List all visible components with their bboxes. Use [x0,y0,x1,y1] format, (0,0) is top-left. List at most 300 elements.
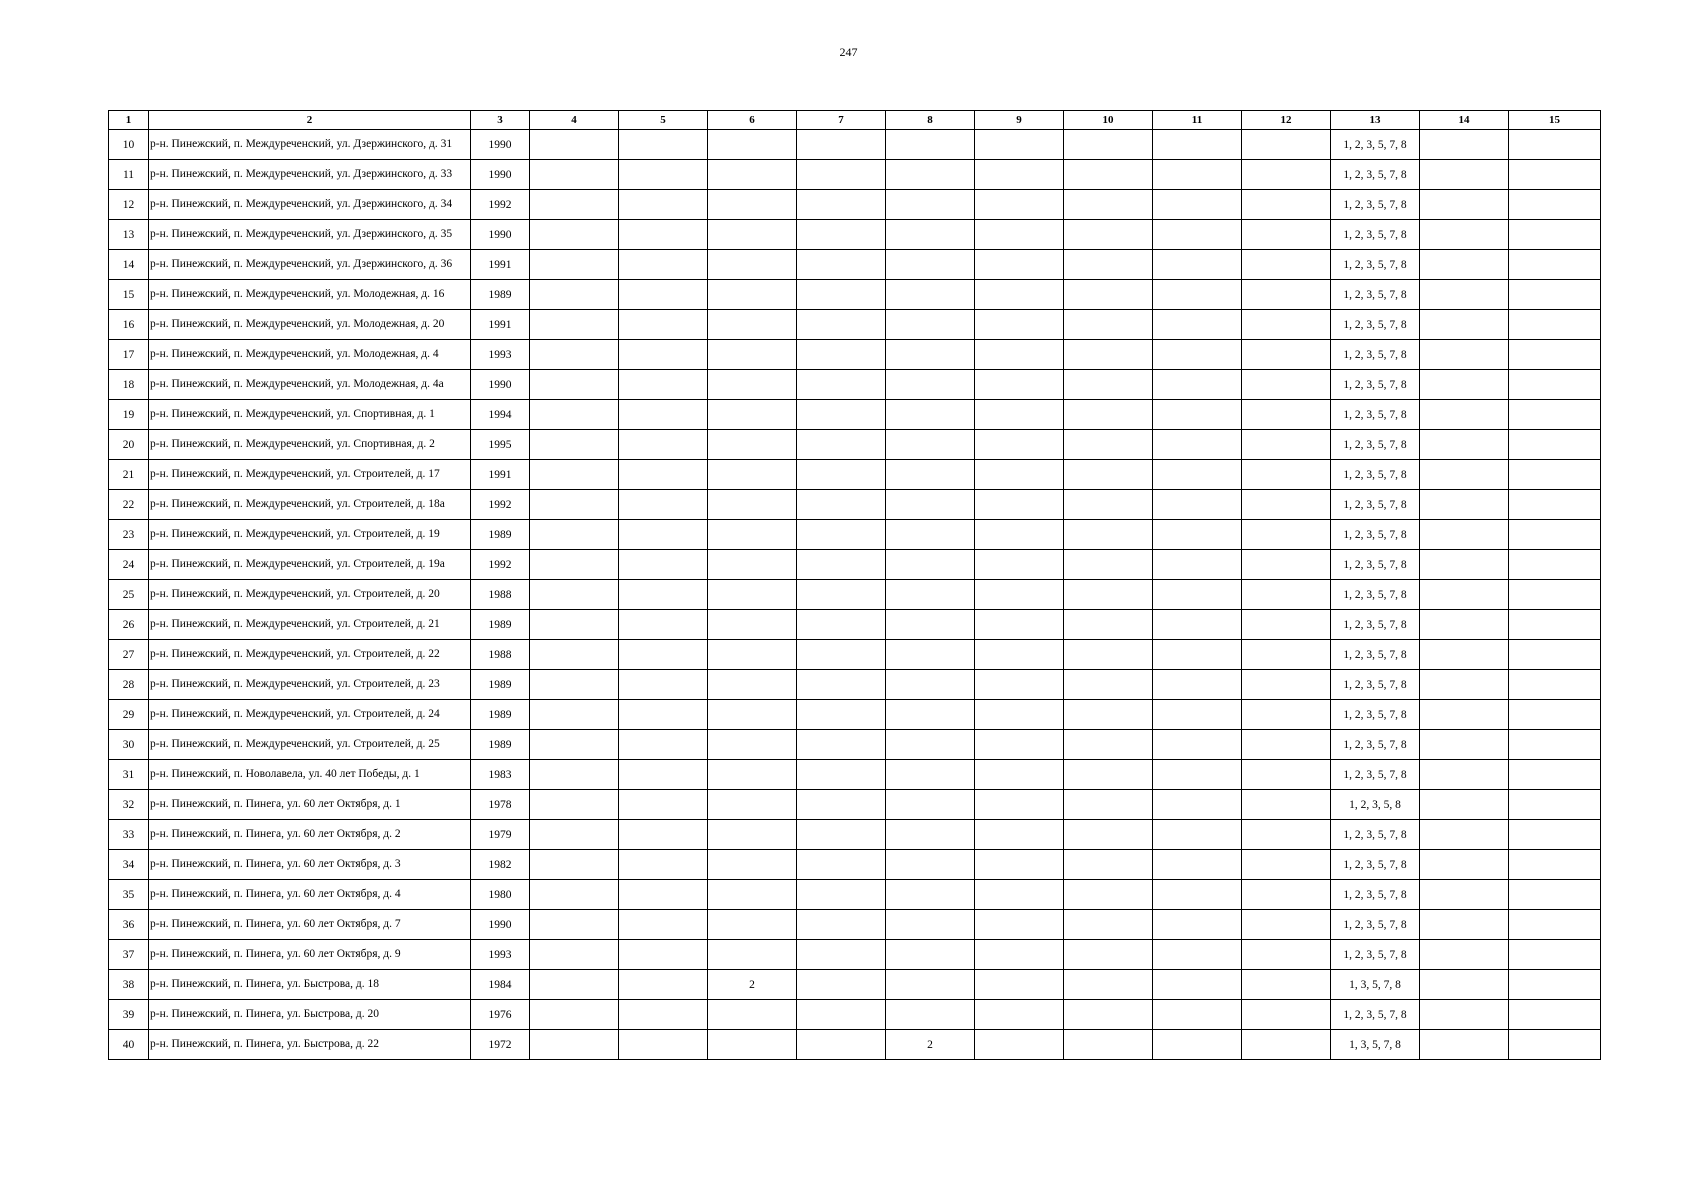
empty-cell [1509,880,1601,910]
address-cell: р-н. Пинежский, п. Междуреченский, ул. Строителей, д. 20 [149,580,471,610]
empty-cell [797,820,886,850]
empty-cell [1420,430,1509,460]
empty-cell [1064,640,1153,670]
address-cell: р-н. Пинежский, п. Пинега, ул. 60 лет Октября, д. 1 [149,790,471,820]
work-types-cell: 1, 2, 3, 5, 7, 8 [1331,250,1420,280]
empty-cell [1509,520,1601,550]
empty-cell [530,130,619,160]
empty-cell [1064,820,1153,850]
year-cell: 1990 [471,220,530,250]
empty-cell [619,400,708,430]
empty-cell [1153,580,1242,610]
table-row [109,700,1601,730]
empty-cell [975,160,1064,190]
empty-cell [1509,340,1601,370]
address-cell: р-н. Пинежский, п. Междуреченский, ул. Строителей, д. 19а [149,550,471,580]
work-types-cell: 1, 2, 3, 5, 7, 8 [1331,460,1420,490]
empty-cell [1064,190,1153,220]
empty-cell [1153,910,1242,940]
row-number: 15 [109,280,149,310]
work-types-cell: 1, 2, 3, 5, 7, 8 [1331,430,1420,460]
empty-cell [975,730,1064,760]
address-cell: р-н. Пинежский, п. Междуреченский, ул. Дзержинского, д. 33 [149,160,471,190]
table-row [109,280,1601,310]
empty-cell [1064,400,1153,430]
empty-cell [1509,220,1601,250]
address-cell: р-н. Пинежский, п. Пинега, ул. Быстрова, д. 22 [149,1030,471,1060]
empty-cell [1242,520,1331,550]
column-8-cell [886,130,975,160]
empty-cell [797,610,886,640]
empty-cell [1420,610,1509,640]
column-header-15: 15 [1509,111,1601,130]
column-6-cell [708,460,797,490]
empty-cell [797,730,886,760]
column-6-cell [708,880,797,910]
empty-cell [797,280,886,310]
table-row [109,130,1601,160]
empty-cell [1509,850,1601,880]
row-number: 38 [109,970,149,1000]
year-cell: 1995 [471,430,530,460]
empty-cell [1420,280,1509,310]
empty-cell [797,220,886,250]
table-row [109,580,1601,610]
empty-cell [530,820,619,850]
column-6-cell [708,430,797,460]
work-types-cell: 1, 2, 3, 5, 7, 8 [1331,370,1420,400]
work-types-cell: 1, 2, 3, 5, 8 [1331,790,1420,820]
table-row [109,940,1601,970]
column-8-cell [886,400,975,430]
address-cell: р-н. Пинежский, п. Междуреченский, ул. Строителей, д. 18а [149,490,471,520]
row-number: 33 [109,820,149,850]
empty-cell [1420,820,1509,850]
row-number: 25 [109,580,149,610]
year-cell: 1990 [471,370,530,400]
row-number: 10 [109,130,149,160]
work-types-cell: 1, 3, 5, 7, 8 [1331,970,1420,1000]
empty-cell [975,370,1064,400]
year-cell: 1991 [471,310,530,340]
empty-cell [530,310,619,340]
empty-cell [619,190,708,220]
empty-cell [1509,610,1601,640]
row-number: 23 [109,520,149,550]
empty-cell [975,430,1064,460]
empty-cell [619,940,708,970]
empty-cell [1064,880,1153,910]
work-types-cell: 1, 2, 3, 5, 7, 8 [1331,760,1420,790]
empty-cell [797,460,886,490]
work-types-cell: 1, 2, 3, 5, 7, 8 [1331,610,1420,640]
empty-cell [1420,970,1509,1000]
empty-cell [797,700,886,730]
column-8-cell: 2 [886,1030,975,1060]
row-number: 37 [109,940,149,970]
empty-cell [1509,730,1601,760]
empty-cell [797,910,886,940]
address-cell: р-н. Пинежский, п. Пинега, ул. 60 лет Октября, д. 7 [149,910,471,940]
address-cell: р-н. Пинежский, п. Междуреченский, ул. Спортивная, д. 1 [149,400,471,430]
empty-cell [530,1030,619,1060]
row-number: 14 [109,250,149,280]
column-8-cell [886,280,975,310]
empty-cell [619,970,708,1000]
empty-cell [619,640,708,670]
column-6-cell [708,730,797,760]
column-8-cell [886,430,975,460]
row-number: 12 [109,190,149,220]
work-types-cell: 1, 2, 3, 5, 7, 8 [1331,550,1420,580]
empty-cell [797,550,886,580]
empty-cell [975,1030,1064,1060]
column-6-cell [708,520,797,550]
column-header-12: 12 [1242,111,1331,130]
empty-cell [1509,250,1601,280]
empty-cell [1420,400,1509,430]
empty-cell [1420,460,1509,490]
empty-cell [1420,490,1509,520]
year-cell: 1990 [471,130,530,160]
column-8-cell [886,610,975,640]
empty-cell [1242,190,1331,220]
empty-cell [530,850,619,880]
table-row [109,520,1601,550]
work-types-cell: 1, 3, 5, 7, 8 [1331,1030,1420,1060]
column-8-cell [886,460,975,490]
empty-cell [1064,850,1153,880]
year-cell: 1992 [471,490,530,520]
empty-cell [619,250,708,280]
year-cell: 1993 [471,940,530,970]
address-cell: р-н. Пинежский, п. Междуреченский, ул. Дзержинского, д. 35 [149,220,471,250]
table-row [109,160,1601,190]
empty-cell [530,970,619,1000]
empty-cell [619,700,708,730]
column-6-cell [708,790,797,820]
empty-cell [1153,490,1242,520]
empty-cell [1420,760,1509,790]
empty-cell [1064,310,1153,340]
empty-cell [1153,1000,1242,1030]
column-8-cell [886,940,975,970]
empty-cell [1242,1030,1331,1060]
column-8-cell [886,970,975,1000]
empty-cell [530,220,619,250]
empty-cell [1064,220,1153,250]
column-8-cell [886,490,975,520]
empty-cell [619,220,708,250]
empty-cell [530,460,619,490]
empty-cell [1242,790,1331,820]
empty-cell [619,550,708,580]
table-row [109,760,1601,790]
empty-cell [619,910,708,940]
column-6-cell [708,850,797,880]
empty-cell [1153,430,1242,460]
empty-cell [1242,460,1331,490]
column-header-10: 10 [1064,111,1153,130]
address-cell: р-н. Пинежский, п. Новолавела, ул. 40 лет Победы, д. 1 [149,760,471,790]
column-8-cell [886,220,975,250]
empty-cell [975,640,1064,670]
empty-cell [1420,940,1509,970]
table-row [109,970,1601,1000]
empty-cell [975,460,1064,490]
empty-cell [619,760,708,790]
empty-cell [619,820,708,850]
empty-cell [975,130,1064,160]
empty-cell [1242,280,1331,310]
column-header-2: 2 [149,111,471,130]
empty-cell [1509,670,1601,700]
empty-cell [1242,910,1331,940]
empty-cell [1509,430,1601,460]
empty-cell [1153,520,1242,550]
empty-cell [1242,250,1331,280]
empty-cell [1420,160,1509,190]
empty-cell [1153,640,1242,670]
empty-cell [1509,460,1601,490]
table-body [109,130,1601,1060]
empty-cell [619,880,708,910]
empty-cell [797,370,886,400]
year-cell: 1988 [471,580,530,610]
table-row [109,370,1601,400]
row-number: 36 [109,910,149,940]
empty-cell [975,250,1064,280]
table-row [109,430,1601,460]
empty-cell [975,880,1064,910]
empty-cell [1509,400,1601,430]
column-header-6: 6 [708,111,797,130]
empty-cell [1153,670,1242,700]
empty-cell [1242,370,1331,400]
empty-cell [1153,820,1242,850]
row-number: 22 [109,490,149,520]
row-number: 31 [109,760,149,790]
empty-cell [1242,730,1331,760]
address-cell: р-н. Пинежский, п. Междуреченский, ул. Строителей, д. 22 [149,640,471,670]
work-types-cell: 1, 2, 3, 5, 7, 8 [1331,940,1420,970]
empty-cell [619,490,708,520]
empty-cell [1153,370,1242,400]
table-row [109,460,1601,490]
empty-cell [530,580,619,610]
table-row [109,1000,1601,1030]
year-cell: 1980 [471,880,530,910]
empty-cell [1064,460,1153,490]
empty-cell [1420,520,1509,550]
empty-cell [619,790,708,820]
empty-cell [975,520,1064,550]
empty-cell [1420,730,1509,760]
empty-cell [530,790,619,820]
empty-cell [530,610,619,640]
empty-cell [530,430,619,460]
empty-cell [975,400,1064,430]
table-row [109,490,1601,520]
empty-cell [975,1000,1064,1030]
empty-cell [1153,160,1242,190]
column-header-4: 4 [530,111,619,130]
empty-cell [1153,310,1242,340]
empty-cell [1153,610,1242,640]
empty-cell [797,160,886,190]
empty-cell [619,430,708,460]
work-types-cell: 1, 2, 3, 5, 7, 8 [1331,220,1420,250]
column-6-cell [708,700,797,730]
column-8-cell [886,370,975,400]
column-6-cell [708,670,797,700]
empty-cell [619,580,708,610]
empty-cell [1420,370,1509,400]
year-cell: 1989 [471,520,530,550]
year-cell: 1989 [471,280,530,310]
empty-cell [1242,490,1331,520]
empty-cell [1242,550,1331,580]
empty-cell [530,160,619,190]
empty-cell [975,820,1064,850]
address-cell: р-н. Пинежский, п. Пинега, ул. Быстрова, д. 20 [149,1000,471,1030]
work-types-cell: 1, 2, 3, 5, 7, 8 [1331,1000,1420,1030]
empty-cell [1509,910,1601,940]
year-cell: 1978 [471,790,530,820]
work-types-cell: 1, 2, 3, 5, 7, 8 [1331,580,1420,610]
row-number: 17 [109,340,149,370]
row-number: 19 [109,400,149,430]
empty-cell [1064,1030,1153,1060]
empty-cell [1509,130,1601,160]
empty-cell [1509,760,1601,790]
address-cell: р-н. Пинежский, п. Междуреченский, ул. Дзержинского, д. 36 [149,250,471,280]
row-number: 32 [109,790,149,820]
empty-cell [530,250,619,280]
empty-cell [975,190,1064,220]
empty-cell [619,850,708,880]
column-6-cell [708,940,797,970]
work-types-cell: 1, 2, 3, 5, 7, 8 [1331,910,1420,940]
empty-cell [619,610,708,640]
empty-cell [1242,130,1331,160]
empty-cell [1420,220,1509,250]
empty-cell [619,310,708,340]
empty-cell [1242,940,1331,970]
empty-cell [1420,670,1509,700]
empty-cell [1420,250,1509,280]
empty-cell [1064,430,1153,460]
row-number: 11 [109,160,149,190]
empty-cell [530,760,619,790]
empty-cell [975,610,1064,640]
work-types-cell: 1, 2, 3, 5, 7, 8 [1331,730,1420,760]
column-8-cell [886,550,975,580]
empty-cell [1153,400,1242,430]
work-types-cell: 1, 2, 3, 5, 7, 8 [1331,400,1420,430]
empty-cell [1509,700,1601,730]
empty-cell [1064,610,1153,640]
column-8-cell [886,310,975,340]
empty-cell [975,940,1064,970]
empty-cell [619,280,708,310]
empty-cell [1153,340,1242,370]
empty-cell [975,490,1064,520]
empty-cell [1509,640,1601,670]
year-cell: 1982 [471,850,530,880]
empty-cell [797,520,886,550]
table-row [109,250,1601,280]
address-cell: р-н. Пинежский, п. Междуреченский, ул. Строителей, д. 25 [149,730,471,760]
empty-cell [1420,1030,1509,1060]
address-cell: р-н. Пинежский, п. Междуреченский, ул. Молодежная, д. 20 [149,310,471,340]
address-cell: р-н. Пинежский, п. Междуреченский, ул. Строителей, д. 19 [149,520,471,550]
empty-cell [1242,1000,1331,1030]
year-cell: 1992 [471,190,530,220]
table-row [109,400,1601,430]
empty-cell [1509,790,1601,820]
empty-cell [1509,970,1601,1000]
work-types-cell: 1, 2, 3, 5, 7, 8 [1331,880,1420,910]
empty-cell [619,1030,708,1060]
work-types-cell: 1, 2, 3, 5, 7, 8 [1331,820,1420,850]
work-types-cell: 1, 2, 3, 5, 7, 8 [1331,310,1420,340]
column-6-cell [708,490,797,520]
empty-cell [1064,520,1153,550]
empty-cell [1242,970,1331,1000]
empty-cell [1064,730,1153,760]
empty-cell [530,400,619,430]
empty-cell [797,640,886,670]
empty-cell [1064,700,1153,730]
column-8-cell [886,250,975,280]
column-6-cell [708,340,797,370]
column-8-cell [886,880,975,910]
column-6-cell [708,130,797,160]
housing-register-table [108,110,1601,1060]
empty-cell [1509,1030,1601,1060]
empty-cell [530,190,619,220]
column-header-1: 1 [109,111,149,130]
column-8-cell [886,670,975,700]
work-types-cell: 1, 2, 3, 5, 7, 8 [1331,130,1420,160]
column-6-cell [708,910,797,940]
empty-cell [1153,760,1242,790]
table-row [109,670,1601,700]
empty-cell [1509,580,1601,610]
empty-cell [530,640,619,670]
column-8-cell [886,340,975,370]
empty-cell [1153,970,1242,1000]
empty-cell [1064,130,1153,160]
address-cell: р-н. Пинежский, п. Междуреченский, ул. Строителей, д. 24 [149,700,471,730]
empty-cell [1153,790,1242,820]
empty-cell [1420,1000,1509,1030]
column-6-cell [708,640,797,670]
empty-cell [1064,340,1153,370]
empty-cell [797,850,886,880]
row-number: 34 [109,850,149,880]
empty-cell [1420,790,1509,820]
empty-cell [530,910,619,940]
address-cell: р-н. Пинежский, п. Междуреченский, ул. Строителей, д. 21 [149,610,471,640]
empty-cell [530,280,619,310]
empty-cell [797,1030,886,1060]
empty-cell [1420,910,1509,940]
row-number: 28 [109,670,149,700]
empty-cell [1420,340,1509,370]
empty-cell [975,310,1064,340]
